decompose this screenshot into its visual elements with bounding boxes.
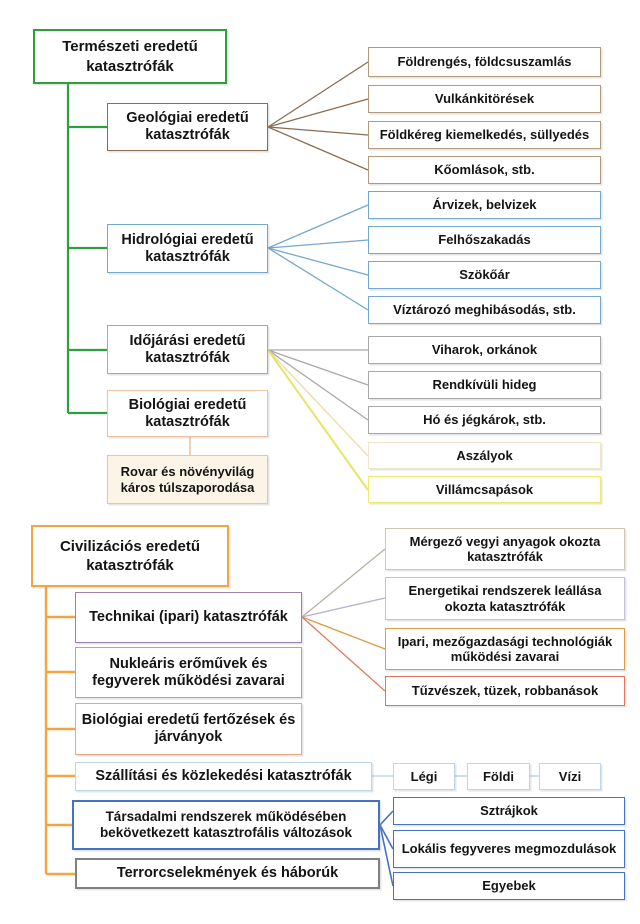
hydro-leaf-tsunami-label: Szökőár xyxy=(459,267,510,283)
weather-leaf-storm-label: Viharok, orkánok xyxy=(431,342,538,358)
transport-mode-air-box xyxy=(393,763,455,790)
terror-category-box xyxy=(75,858,380,889)
hydro-leaf-cloudburst-label: Felhőszakadás xyxy=(438,232,531,248)
hydro-leaf-reservoir-box xyxy=(368,296,601,324)
biological-category-label: Biológiai eredetű katasztrófák xyxy=(128,396,247,430)
weather-leaf-drought-box xyxy=(368,442,601,469)
weather-leaf-snow-label: Hó és jégkárok, stb. xyxy=(423,412,546,428)
natural-root-box xyxy=(33,29,227,84)
geo-leaf-volcano-label: Vulkánkitörések xyxy=(434,91,535,107)
hydro-leaf-cloudburst-box xyxy=(368,226,601,254)
tech-leaf-fire-label: Tűzvészek, tüzek, robbanások xyxy=(411,683,599,699)
weather-leaf-cold-box xyxy=(368,371,601,399)
infection-category-label: Biológiai eredetű fertőzések és járványok xyxy=(81,712,296,745)
infection-category-box xyxy=(75,703,302,755)
weather-leaf-drought-label: Aszályok xyxy=(456,447,513,463)
biological-category-box xyxy=(107,390,268,437)
tech-leaf-toxic-box xyxy=(385,528,625,570)
tech-leaf-fire-box xyxy=(385,676,625,706)
tech-leaf-industrial-box xyxy=(385,628,625,670)
geological-category-box xyxy=(107,103,268,151)
geo-leaf-earthquake-label: Földrengés, földcsuszamlás xyxy=(397,54,572,70)
social-leaf-other-box xyxy=(393,872,625,900)
geological-category-label: Geológiai eredetű katasztrófák xyxy=(126,110,249,143)
hydrological-category-box xyxy=(107,224,268,273)
geo-leaf-volcano-box xyxy=(368,85,601,113)
weather-leaf-lightning-box xyxy=(368,476,601,503)
hydro-leaf-flood-label: Árvizek, belvizek xyxy=(432,197,537,213)
tech-leaf-industrial-label: Ipari, mezőgazdasági technológiák működési zavarai xyxy=(397,633,613,664)
hydrological-category-label: Hidrológiai eredetű katasztrófák xyxy=(121,231,254,265)
hydro-leaf-reservoir-label: Víztározó meghibásodás, stb. xyxy=(393,302,576,318)
civil-root-label: Civilizációs eredetű katasztrófák xyxy=(59,537,201,574)
natural-root-label: Természeti eredetű katasztrófák xyxy=(62,38,198,75)
weather-leaf-cold-label: Rendkívüli hideg xyxy=(432,377,537,393)
social-leaf-armed-label: Lokális fegyveres megmozdulások xyxy=(401,841,617,857)
hydro-leaf-flood-box xyxy=(368,191,601,219)
weather-leaf-lightning-label: Villámcsapások xyxy=(435,481,534,497)
weather-leaf-snow-box xyxy=(368,406,601,434)
tech-leaf-toxic-label: Mérgező vegyi anyagok okozta katasztrófák xyxy=(409,533,601,564)
geo-leaf-earthquake-box xyxy=(368,47,601,77)
geo-leaf-crust-box xyxy=(368,121,601,149)
transport-category-box xyxy=(75,762,372,791)
transport-mode-land-box xyxy=(467,763,530,790)
weather-category-label: Időjárási eredetű katasztrófák xyxy=(129,332,246,366)
nuclear-category-box xyxy=(75,647,302,698)
technical-category-label: Technikai (ipari) katasztrófák xyxy=(89,609,288,626)
social-leaf-armed-box xyxy=(393,830,625,868)
tech-leaf-energy-box xyxy=(385,577,625,620)
geo-leaf-rockfall-label: Kőomlások, stb. xyxy=(434,162,535,178)
nuclear-category-label: Nukleáris erőművek és fegyverek működési zavarai xyxy=(92,655,285,689)
hydro-leaf-tsunami-box xyxy=(368,261,601,289)
geo-leaf-crust-label: Földkéreg kiemelkedés, süllyedés xyxy=(379,127,590,143)
transport-mode-water-box xyxy=(539,763,601,790)
social-leaf-other-label: Egyebek xyxy=(482,878,536,894)
weather-category-box xyxy=(107,325,268,374)
social-category-box xyxy=(72,800,380,850)
social-category-label: Társadalmi rendszerek működésében bekövetkezett katasztrofális változások xyxy=(99,809,353,840)
weather-leaf-storm-box xyxy=(368,336,601,364)
biological-sub-label: Rovar és növényvilág káros túlszaporodása xyxy=(120,464,255,495)
geo-leaf-rockfall-box xyxy=(368,156,601,184)
biological-sub-box xyxy=(107,455,268,504)
technical-category-box xyxy=(75,592,302,643)
civil-root-box xyxy=(31,525,229,587)
transport-mode-air-label: Légi xyxy=(410,768,438,784)
social-leaf-strikes-box xyxy=(393,797,625,825)
transport-mode-water-label: Vízi xyxy=(558,768,582,784)
tech-leaf-energy-label: Energetikai rendszerek leállása okozta katasztrófák xyxy=(408,583,602,614)
transport-mode-land-label: Földi xyxy=(482,768,515,784)
social-leaf-strikes-label: Sztrájkok xyxy=(480,803,538,819)
transport-category-label: Szállítási és közlekedési katasztrófák xyxy=(95,768,352,785)
terror-category-label: Terrorcselekmények és háborúk xyxy=(116,865,339,882)
